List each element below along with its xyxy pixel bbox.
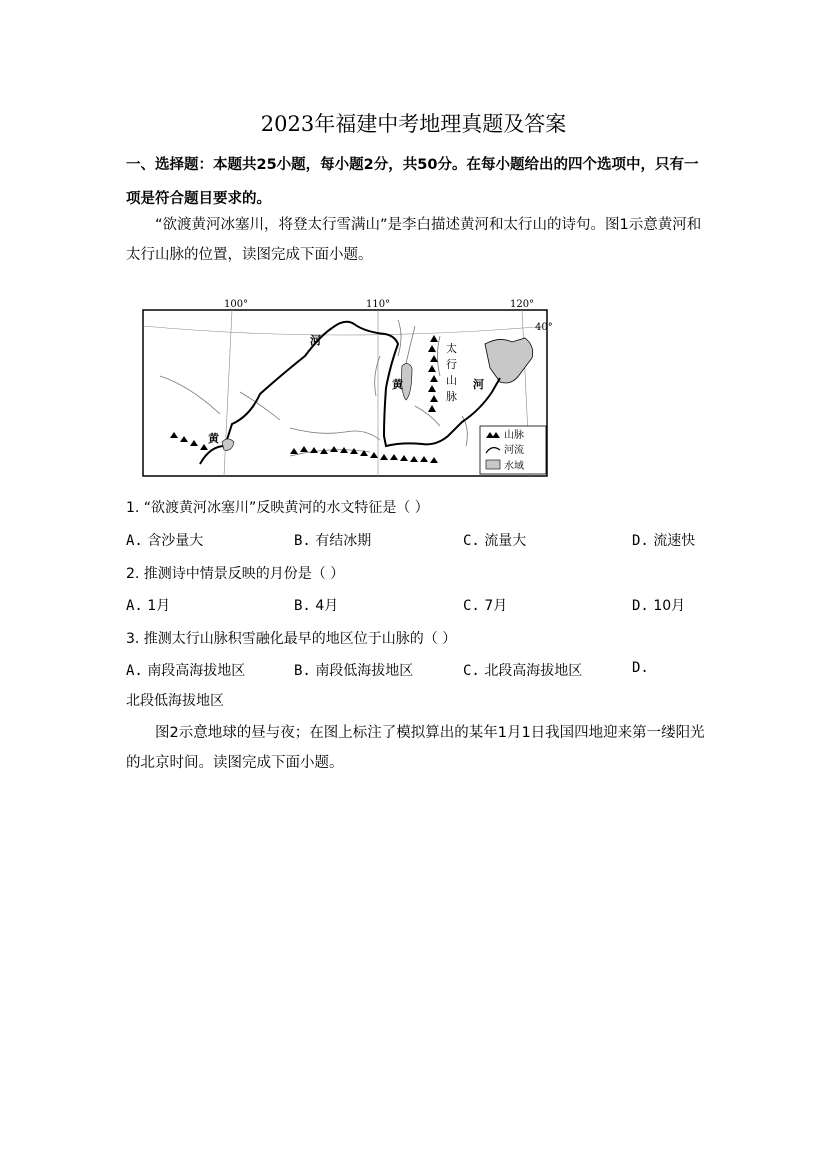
legend-water-label: 水域 (504, 461, 524, 472)
question-3-option-c[interactable] (463, 660, 582, 680)
yellow-river-map (140, 296, 560, 480)
question-1-option-c[interactable] (463, 530, 526, 550)
option-key: B. (294, 533, 311, 549)
question-3-option-a[interactable] (126, 660, 245, 680)
river-label-huang-2: 黄 (208, 432, 219, 445)
mountain-label-char-3: 山 (446, 374, 457, 387)
question-3-stem: 3. 推测太行山脉积雪融化最早的地区位于山脉的（ ） (126, 631, 457, 647)
option-text: 北段高海拔地区 (484, 663, 583, 679)
legend-water-icon (486, 460, 500, 469)
mountain-label-char-2: 行 (446, 358, 457, 371)
question-2-option-b[interactable] (294, 595, 338, 615)
intro-paragraph-2: 图2示意地球的昼与夜；在图上标注了模拟算出的某年1月1日我国四地迎来第一缕阳光的北京时间。读图完成下面小题。 (126, 725, 705, 771)
section-heading: 一、选择题：本题共25小题，每小题2分，共50分。在每小题给出的四个选项中，只有一项是符合题目要求的。 (126, 157, 699, 207)
lon-label-120: 120° (510, 299, 535, 310)
river-label-huang-1: 黄 (392, 378, 403, 391)
option-key: C. (463, 598, 480, 614)
option-key: D. (632, 533, 649, 549)
question-1-option-b[interactable] (294, 530, 371, 550)
question-2-stem: 2. 推测诗中情景反映的月份是（ ） (126, 566, 345, 582)
option-text: 南段高海拔地区 (147, 663, 246, 679)
option-text: 南段低海拔地区 (315, 663, 414, 679)
question-1-option-a[interactable] (126, 530, 203, 550)
page-title: 2023年福建中考地理真题及答案 (260, 112, 567, 136)
option-key: B. (294, 663, 311, 679)
option-key: A. (126, 533, 143, 549)
option-text: 4月 (315, 598, 339, 614)
question-1-option-d[interactable] (632, 530, 695, 550)
question-1-stem: 1. “欲渡黄河冰塞川”反映黄河的水文特征是（ ） (126, 500, 429, 516)
option-text: 1月 (147, 598, 171, 614)
legend-river-label: 河流 (504, 445, 524, 456)
question-2-option-d[interactable] (632, 595, 685, 615)
option-key: B. (294, 598, 311, 614)
mountain-label-char-4: 脉 (446, 390, 457, 403)
intro-paragraph-1: “欲渡黄河冰塞川，将登太行雪满山”是李白描述黄河和太行山的诗句。图1示意黄河和太行山脉的位置，读图完成下面小题。 (126, 217, 702, 263)
lon-label-110: 110° (366, 299, 391, 310)
river-label-he-2: 河 (473, 378, 484, 391)
question-2-option-c[interactable] (463, 595, 507, 615)
question-3-option-b[interactable] (294, 660, 413, 680)
option-key: A. (126, 663, 143, 679)
option-key: C. (463, 533, 480, 549)
river-label-he-1: 河 (310, 334, 321, 347)
option-key: A. (126, 598, 143, 614)
option-text: 10月 (653, 598, 686, 614)
option-text: 含沙量大 (147, 533, 204, 549)
mountain-label-char-1: 太 (446, 342, 457, 355)
option-text: 流速快 (653, 533, 696, 549)
option-text: 7月 (484, 598, 508, 614)
option-key: C. (463, 663, 480, 679)
lon-label-100: 100° (224, 299, 249, 310)
option-text: 有结冰期 (315, 533, 372, 549)
question-2-option-a[interactable] (126, 595, 170, 615)
lat-label-40: 40° (535, 322, 553, 333)
legend-mountain-label: 山脉 (504, 430, 524, 441)
option-key: D. (632, 660, 649, 676)
question-3-option-d-key[interactable] (632, 660, 649, 676)
question-3-option-d-text[interactable]: 北段低海拔地区 (126, 693, 224, 709)
option-text: 流量大 (484, 533, 527, 549)
option-key: D. (632, 598, 649, 614)
